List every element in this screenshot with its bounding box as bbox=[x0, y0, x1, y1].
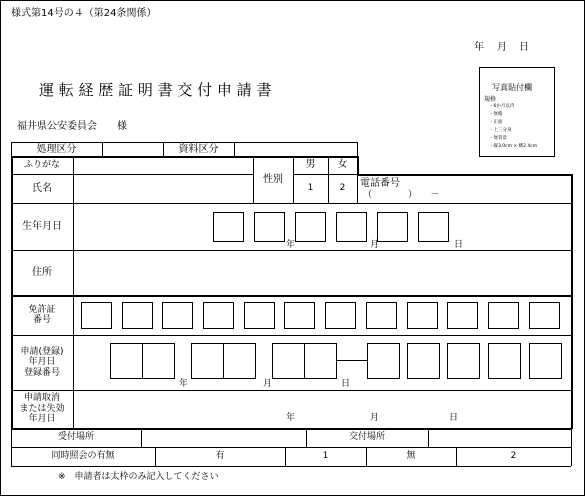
registration-digit-box[interactable] bbox=[367, 343, 400, 379]
delivery-place-input[interactable] bbox=[428, 428, 571, 447]
license-digit-box[interactable] bbox=[447, 302, 478, 329]
inquiry-no-option[interactable]: 2 bbox=[510, 451, 517, 462]
furigana-input[interactable] bbox=[73, 156, 253, 174]
license-number-label: 免許証 番号 bbox=[28, 304, 56, 325]
revocation-month-unit: 月 bbox=[370, 413, 380, 423]
application-digit-box[interactable] bbox=[304, 343, 337, 379]
birth-year-unit: 年 bbox=[286, 240, 296, 250]
birth-digit-box[interactable] bbox=[377, 212, 408, 242]
footnote: ※ 申請者は太枠のみ記入してください bbox=[58, 472, 219, 482]
registration-digit-box[interactable] bbox=[529, 343, 562, 379]
form-title: 運 転 経 歴 証 明 書 交 付 申 請 書 bbox=[39, 81, 272, 99]
revocation-date-label: 申請取消 または失効 年月日 bbox=[19, 393, 65, 425]
application-digit-box[interactable] bbox=[223, 343, 256, 379]
application-digit-box[interactable] bbox=[191, 343, 224, 379]
application-month-unit: 月 bbox=[263, 379, 273, 389]
form-number: 様式第14号の４（第24条関係） bbox=[11, 8, 157, 19]
phone-input[interactable]: （ ） － bbox=[363, 190, 440, 200]
birth-digit-box[interactable] bbox=[418, 212, 449, 242]
photo-paste-area[interactable]: 写真貼付欄 規格 ・6か月以内 ・無帽 ・正面 ・上三分身 ・無背景 ・縦3.0cm × 横2.4cm bbox=[479, 67, 555, 157]
revocation-day-unit: 日 bbox=[449, 413, 459, 423]
application-year-unit: 年 bbox=[179, 379, 189, 389]
birth-day-unit: 日 bbox=[454, 240, 464, 250]
address-label: 住所 bbox=[32, 266, 52, 278]
birth-month-unit: 月 bbox=[370, 240, 380, 250]
reception-place-label: 受付場所 bbox=[57, 432, 94, 443]
address-input[interactable] bbox=[73, 250, 571, 295]
material-class-input[interactable] bbox=[234, 142, 357, 157]
license-digit-box[interactable] bbox=[81, 302, 112, 329]
delivery-place-label: 交付場所 bbox=[348, 432, 385, 443]
thick-frame-top-right bbox=[357, 174, 572, 176]
phone-label: 電話番号 bbox=[360, 178, 400, 189]
thick-frame-right bbox=[571, 174, 573, 429]
application-day-unit: 日 bbox=[341, 379, 351, 389]
application-digit-box[interactable] bbox=[142, 343, 175, 379]
simultaneous-inquiry-label: 同時照会の有無 bbox=[51, 451, 115, 462]
registration-digit-box[interactable] bbox=[407, 343, 440, 379]
registration-digit-box[interactable] bbox=[447, 343, 480, 379]
photo-box-title: 写真貼付欄 bbox=[492, 83, 532, 92]
material-class-label: 資料区分 bbox=[178, 143, 219, 155]
revocation-date-input[interactable] bbox=[73, 390, 571, 428]
license-digit-box[interactable] bbox=[325, 302, 356, 329]
form-frame: 様式第14号の４（第24条関係） 年 月 日 運 転 経 歴 証 明 書 交 付 申 請 書 福井県公安委員会 様 写真貼付欄 規格 ・6か月以内 ・無帽 ・正面 ・上三分身 ・無背景 ・縦3.0cm × 横2.4cm 処理区分 資料区分 ふりがな 氏名 性別 男 女 1 2 電話番号 （ ） － 生年月日 年 月 日 住所 免許証 番号 申請(登録) 年月日 登録番号 年 月 日 申請取消 または失効 年月日 年 月 日 受付場所 交付場所 同時照会の有無 有 1 無 2 ※ 申請者は太枠のみ記入してください bbox=[0, 0, 585, 496]
application-date-label: 申請(登録) 年月日 登録番号 bbox=[20, 346, 64, 378]
birth-digit-box[interactable] bbox=[295, 212, 326, 242]
processing-class-input[interactable] bbox=[102, 142, 163, 157]
license-digit-box[interactable] bbox=[488, 302, 519, 329]
license-digit-box[interactable] bbox=[284, 302, 315, 329]
registration-digit-box[interactable] bbox=[488, 343, 521, 379]
male-option[interactable]: 1 bbox=[307, 183, 314, 194]
application-digit-box[interactable] bbox=[110, 343, 143, 379]
registration-connector bbox=[337, 360, 367, 361]
gender-label: 性別 bbox=[263, 173, 283, 185]
processing-class-label: 処理区分 bbox=[36, 143, 77, 155]
license-digit-box[interactable] bbox=[244, 302, 275, 329]
license-digit-box[interactable] bbox=[122, 302, 153, 329]
male-label: 男 bbox=[305, 159, 316, 171]
furigana-label: ふりがな bbox=[23, 159, 60, 170]
reception-place-input[interactable] bbox=[141, 428, 306, 447]
license-digit-box[interactable] bbox=[162, 302, 193, 329]
birth-digit-box[interactable] bbox=[336, 212, 367, 242]
female-option[interactable]: 2 bbox=[339, 183, 346, 194]
license-digit-box[interactable] bbox=[203, 302, 234, 329]
addressee: 福井県公安委員会 様 bbox=[17, 121, 127, 132]
birth-digit-box[interactable] bbox=[254, 212, 285, 242]
name-label: 氏名 bbox=[32, 182, 52, 194]
application-digit-box[interactable] bbox=[272, 343, 305, 379]
name-input[interactable] bbox=[73, 174, 253, 203]
birth-date-label: 生年月日 bbox=[22, 220, 62, 232]
inquiry-yes-label: 有 bbox=[215, 451, 225, 462]
inquiry-yes-option[interactable]: 1 bbox=[322, 451, 329, 462]
license-digit-box[interactable] bbox=[529, 302, 560, 329]
inquiry-no-label: 無 bbox=[406, 451, 416, 462]
photo-spec-heading: 規格 bbox=[484, 96, 497, 103]
female-label: 女 bbox=[337, 159, 348, 171]
birth-digit-box[interactable] bbox=[213, 212, 244, 242]
license-digit-box[interactable] bbox=[407, 302, 438, 329]
license-digit-box[interactable] bbox=[366, 302, 397, 329]
revocation-year-unit: 年 bbox=[286, 413, 296, 423]
